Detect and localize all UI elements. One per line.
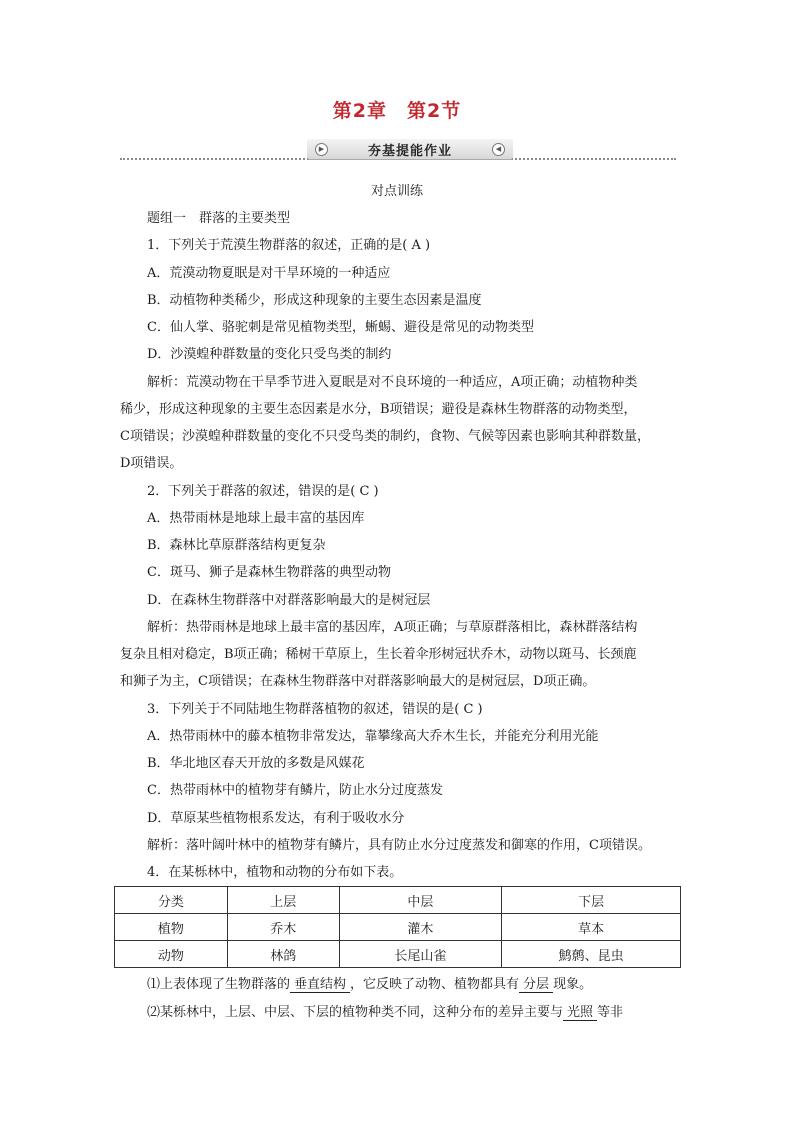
table-row [115,941,681,968]
q1-analysis-line: C项错误；沙漠蝗种群数量的变化不只受鸟类的制约，食物、气候等因素也影响其种群数量， [120,429,650,444]
q1-analysis-line: D项错误。 [120,456,183,471]
q1-analysis-line: 解析：荒漠动物在干旱季节进入夏眠是对不良环境的一种适应，A项正确；动植物种类 [147,375,638,390]
q2-analysis-line: 复杂且相对稳定，B项正确；稀树干草原上，生长着伞形树冠状乔木，动物以斑马、长颈鹿 [120,647,637,662]
q3-option-b: B．华北地区春天开放的多数是风媒花 [147,756,365,771]
table-cell: 乔木 [227,914,339,941]
table-header-cell: 分类 [115,887,228,914]
section-banner [120,139,676,159]
q3-option-d: D．草原某些植物根系发达，有利于吸收水分 [147,811,405,826]
table-header-cell: 上层 [227,887,339,914]
q1-option-c: C．仙人掌、骆驼刺是常见植物类型，蜥蜴、避役是常见的动物类型 [147,320,534,335]
banner-plate [307,139,513,159]
q2-option-c: C．斑马、狮子是森林生物群落的典型动物 [147,565,391,580]
table-header-row [115,887,681,914]
answer-blank: 光照 [563,1005,597,1021]
q2-option-b: B．森林比草原群落结构更复杂 [147,538,326,553]
q2-analysis-line: 和狮子为主，C项错误；在森林生物群落中对群落影响最大的是树冠层，D项正确。 [120,674,596,689]
table-cell: 灌木 [339,914,502,941]
q1-option-d: D．沙漠蝗种群数量的变化只受鸟类的制约 [147,347,392,362]
play-right-icon: ▶ [315,143,328,156]
q2-stem: 2．下列关于群落的叙述，错误的是( C ) [147,484,379,499]
q1-option-a: A．荒漠动物夏眠是对干旱环境的一种适应 [147,266,391,281]
table-cell: 动物 [115,941,228,968]
table-header-cell: 中层 [339,887,502,914]
table-cell: 林鸽 [227,941,339,968]
q2-option-d: D．在森林生物群落中对群落影响最大的是树冠层 [147,593,431,608]
table-header-cell: 下层 [502,887,681,914]
table-row [115,914,681,941]
q3-option-c: C．热带雨林中的植物芽有鳞片，防止水分过度蒸发 [147,783,443,798]
q2-analysis-line: 解析：热带雨林是地球上最丰富的基因库，A项正确；与草原群落相比，森林群落结构 [147,620,638,635]
q4-stem: 4．在某栎林中，植物和动物的分布如下表。 [147,865,403,880]
page-title: 第2章 第2节 [332,100,462,122]
q3-option-a: A．热带雨林中的藤本植物非常发达，靠攀缘高大乔木生长，并能充分利用光能 [147,729,599,744]
answer-blank: 分层 [519,977,553,993]
section-subtitle: 对点训练 [370,184,423,199]
play-left-icon: ◀ [492,143,505,156]
q2-option-a: A．热带雨林是地球上最丰富的基因库 [147,511,365,526]
q3-stem: 3．下列关于不同陆地生物群落植物的叙述，错误的是( C ) [147,702,483,717]
distribution-table [114,886,681,968]
q1-stem: 1．下列关于荒漠生物群落的叙述，正确的是( A ) [147,238,431,253]
group-heading: 题组一 群落的主要类型 [147,211,291,226]
banner-label: 夯基提能作业 [367,144,452,159]
table-cell: 植物 [115,914,228,941]
q1-option-b: B．动植物种类稀少，形成这种现象的主要生态因素是温度 [147,293,482,308]
table-cell: 鹪鹩、昆虫 [502,941,681,968]
q3-analysis-line: 解析：落叶阔叶林中的植物芽有鳞片，具有防止水分过度蒸发和御寒的作用，C项错误。 [147,838,651,853]
answer-blank: 垂直结构 [290,977,350,993]
q1-analysis-line: 稀少，形成这种现象的主要生态因素是水分，B项错误；避役是森林生物群落的动物类型， [120,402,637,417]
q4-subquestion-2: ⑵某栎林中，上层、中层、下层的植物种类不同，这种分布的差异主要与 光照 等非 [147,1005,624,1020]
q4-subquestion-1: ⑴上表体现了生物群落的 垂直结构 ，它反映了动物、植物都具有 分层 现象。 [147,977,593,992]
table-cell: 草本 [502,914,681,941]
table-cell: 长尾山雀 [339,941,502,968]
